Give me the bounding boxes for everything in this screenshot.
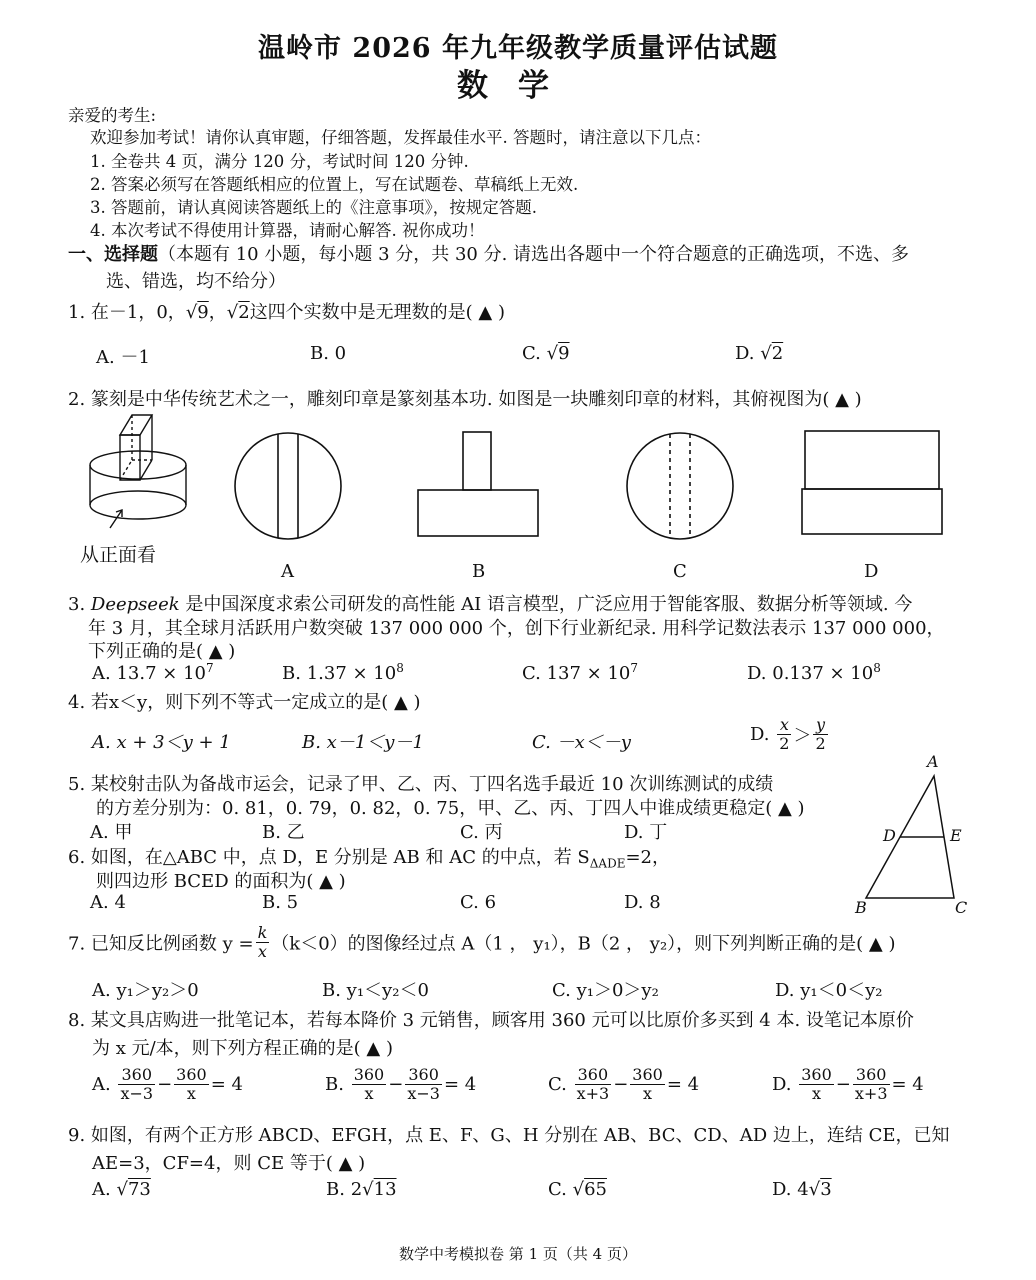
front-view-label: 从正面看 — [80, 544, 157, 566]
section-desc-1: （本题有 10 小题，每小题 3 分，共 30 分. 请选出各题中一个符合题意的正确选项，不选、多 — [158, 244, 910, 265]
question-5-line-2: 的方差分别为：0. 81，0. 79，0. 82，0. 75，甲、乙、丙、丁四人中谁成绩更稳定( ▲ ) — [96, 798, 805, 819]
seal-3d-figure — [78, 410, 198, 530]
note-4: 4. 本次考试不得使用计算器，请耐心解答. 祝你成功！ — [90, 221, 485, 240]
q1-option-a[interactable]: A. －1 — [96, 347, 150, 368]
q9-option-c[interactable]: C. √65 — [548, 1179, 607, 1200]
question-9-line-1: 9. 如图，有两个正方形 ABCD、EFGH，点 E、F、G、H 分别在 AB、BC、CD、AD 边上，连结 CE，已知 — [68, 1125, 950, 1146]
triangle-label-a: A — [927, 752, 939, 771]
question-9-line-2: AE=3，CF=4，则 CE 等于( ▲ ) — [92, 1153, 366, 1174]
triangle-label-e: E — [950, 826, 962, 845]
q8-option-b[interactable]: B. $\frac{360}{x}$ − $\frac{360}{x-3}$ = 4 — [325, 1065, 477, 1103]
question-6-line-2: 则四边形 BCED 的面积为( ▲ ) — [96, 871, 346, 892]
triangle-label-b: B — [855, 898, 867, 917]
q6-option-c[interactable]: C. 6 — [460, 892, 497, 913]
q1-sqrt-2: √2 — [226, 302, 250, 323]
q3-option-b[interactable]: B. $1.37 \times 10^8$ — [282, 661, 404, 684]
q4-option-b[interactable]: B. x－1＜y－1 — [302, 732, 424, 753]
q9-option-d[interactable]: D. 4√3 — [772, 1179, 832, 1200]
q1-text-b: ， — [208, 302, 227, 323]
welcome-text: 欢迎参加考试！请你认真审题，仔细答题，发挥最佳水平. 答题时，请注意以下几点： — [90, 128, 711, 147]
q1-option-c[interactable]: C. √9 — [522, 343, 570, 364]
q8-option-c[interactable]: C. $\frac{360}{x+3}$ − $\frac{360}{x}$ = 4 — [548, 1065, 700, 1103]
section-heading — [68, 240, 909, 266]
q1-text-a: 1. 在－1，0， — [68, 302, 186, 323]
triangle-label-c: C — [955, 898, 968, 917]
question-4: 4. 若x＜y，则下列不等式一定成立的是( ▲ ) — [68, 692, 421, 713]
q5-option-c[interactable]: C. 丙 — [460, 822, 503, 843]
q4-option-c[interactable]: C. －x＜－y — [532, 732, 631, 753]
option-a-figure — [232, 430, 344, 542]
q4-option-a[interactable]: A. x + 3＜y + 1 — [92, 732, 231, 753]
triangle-label-d: D — [883, 826, 896, 845]
q7-option-c[interactable]: C. y₁＞0＞y₂ — [552, 980, 659, 1001]
question-6-line-1: 6. 如图，在△ABC 中，点 D，E 分别是 AB 和 AC 的中点，若 $S_{\Delta ADE}=2$， — [68, 847, 671, 871]
q8-option-d[interactable]: D. $\frac{360}{x}$ − $\frac{360}{x+3}$ = 4 — [772, 1065, 924, 1103]
exam-title: 温岭市 2026 年九年级教学质量评估试题 — [258, 33, 778, 64]
greeting: 亲爱的考生: — [68, 106, 157, 125]
q9-option-b[interactable]: B. 2√13 — [326, 1179, 397, 1200]
triangle-abc-figure — [860, 770, 960, 900]
question-3-line-2: 年 3 月，其全球月活跃用户数突破 137 000 000 个，创下行业新纪录. 用科学记数法表示 137 000 000， — [88, 618, 945, 639]
q1-option-d[interactable]: D. √2 — [735, 343, 784, 364]
note-2: 2. 答案必须写在答题纸相应的位置上，写在试题卷、草稿纸上无效. — [90, 175, 579, 194]
q3-option-d[interactable]: D. $0.137 \times 10^8$ — [747, 661, 881, 684]
q6-option-b[interactable]: B. 5 — [262, 892, 299, 913]
q7-option-d[interactable]: D. y₁＜0＜y₂ — [775, 980, 883, 1001]
q7-option-a[interactable]: A. y₁＞y₂＞0 — [92, 980, 199, 1001]
q7-option-b[interactable]: B. y₁＜y₂＜0 — [322, 980, 429, 1001]
question-3-line-1: 3. Deepseek 是中国深度求索公司研发的高性能 AI 语言模型，广泛应用于智能客服、数据分析等领域. 今 — [68, 594, 913, 615]
subject-title: 数学 — [457, 68, 579, 104]
q6-option-a[interactable]: A. 4 — [90, 892, 126, 913]
question-8-line-2: 为 x 元/本，则下列方程正确的是( ▲ ) — [92, 1038, 393, 1059]
q5-option-b[interactable]: B. 乙 — [262, 822, 305, 843]
question-1 — [68, 298, 505, 324]
question-8-line-1: 8. 某文具店购进一批笔记本，若每本降价 3 元销售，顾客用 360 元可以比原价多买到 4 本. 设笔记本原价 — [68, 1010, 914, 1031]
q4-option-d[interactable]: D. $\frac{x}{2}$ ＞ $\frac{y}{2}$ — [750, 715, 826, 753]
note-3: 3. 答题前，请认真阅读答题纸上的《注意事项》，按规定答题. — [90, 198, 537, 217]
q5-option-d[interactable]: D. 丁 — [624, 822, 668, 843]
q1-option-b[interactable]: B. 0 — [310, 343, 347, 364]
question-2: 2. 篆刻是中华传统艺术之一，雕刻印章是篆刻基本功. 如图是一块雕刻印章的材料，其俯视图为( ▲ ) — [68, 389, 862, 410]
option-d-label: D — [864, 561, 879, 582]
question-3-line-3: 下列正确的是( ▲ ) — [88, 641, 236, 662]
option-d-figure — [800, 429, 944, 537]
option-b-figure — [415, 430, 541, 540]
question-7: 7. 已知反比例函数 y = $\frac{k}{x}$ （k＜0）的图像经过点 A（1 ， y₁），B（2 ， y₂），则下列判断正确的是( ▲ ) — [68, 923, 896, 961]
option-c-figure — [624, 430, 736, 542]
section-title: 一、选择题 — [68, 244, 158, 265]
option-b-label: B — [472, 561, 486, 582]
section-desc-2: 选、错选，均不给分） — [106, 271, 286, 292]
q5-option-a[interactable]: A. 甲 — [90, 822, 133, 843]
q9-option-a[interactable]: A. √73 — [92, 1179, 151, 1200]
q3-option-c[interactable]: C. $137 \times 10^7$ — [522, 661, 639, 684]
q3-option-a[interactable]: A. $13.7 \times 10^7$ — [92, 661, 214, 684]
note-1: 1. 全卷共 4 页，满分 120 分，考试时间 120 分钟. — [90, 152, 469, 171]
q1-text-c: 这四个实数中是无理数的是( ▲ ) — [249, 302, 506, 323]
q6-option-d[interactable]: D. 8 — [624, 892, 661, 913]
question-5-line-1: 5. 某校射击队为备战市运会，记录了甲、乙、丙、丁四名选手最近 10 次训练测试的成绩 — [68, 774, 774, 795]
page-footer: 数学中考模拟卷 第 1 页（共 4 页） — [399, 1245, 637, 1263]
q8-option-a[interactable]: A. $\frac{360}{x-3}$ − $\frac{360}{x}$ = 4 — [92, 1065, 243, 1103]
option-c-label: C — [673, 561, 687, 582]
q1-sqrt-9: √9 — [185, 302, 209, 323]
option-a-label: A — [281, 561, 294, 582]
